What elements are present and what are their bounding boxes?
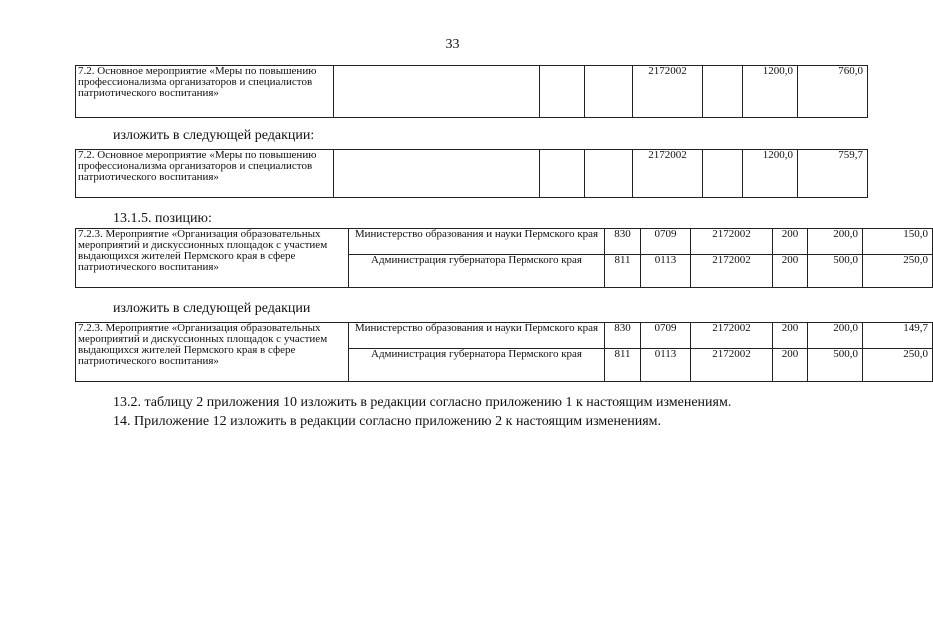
value1-cell: 200,0 — [808, 323, 863, 349]
table-row — [76, 66, 868, 118]
executor-cell: Администрация губернатора Пермского края — [349, 349, 605, 382]
value1-cell: 200,0 — [808, 229, 863, 255]
code2-cell — [585, 150, 633, 198]
code2-cell: 0709 — [641, 323, 691, 349]
value2-cell: 759,7 — [798, 150, 868, 198]
table-row — [76, 323, 933, 349]
value2-cell: 149,7 — [863, 323, 933, 349]
vr-cell — [703, 150, 743, 198]
table-7-2-3-new — [75, 322, 933, 382]
value2-cell: 760,0 — [798, 66, 868, 118]
code1-cell — [540, 150, 585, 198]
executor-cell — [334, 150, 540, 198]
executor-cell: Администрация губернатора Пермского края — [349, 255, 605, 288]
executor-cell: Министерство образования и науки Пермского края — [349, 229, 605, 255]
table-7-2-new — [75, 149, 868, 198]
csr-cell: 2172002 — [691, 349, 773, 382]
code1-cell: 830 — [605, 323, 641, 349]
code1-cell — [540, 66, 585, 118]
code2-cell: 0709 — [641, 229, 691, 255]
csr-cell: 2172002 — [633, 150, 703, 198]
page-number: 33 — [445, 37, 460, 52]
vr-cell: 200 — [773, 255, 808, 288]
measure-name: 7.2. Основное мероприятие «Меры по повышению профессионализма организаторов и специалистов патриотического воспитания» — [76, 150, 334, 198]
intro-text: изложить в следующей редакции: — [113, 128, 315, 143]
table-7-2-original — [75, 65, 868, 118]
value2-cell: 250,0 — [863, 349, 933, 382]
executor-cell: Министерство образования и науки Пермского края — [349, 323, 605, 349]
code2-cell: 0113 — [641, 255, 691, 288]
csr-cell: 2172002 — [633, 66, 703, 118]
value1-cell: 500,0 — [808, 349, 863, 382]
table-row — [76, 229, 933, 255]
measure-name: 7.2. Основное мероприятие «Меры по повышению профессионализма организаторов и специалистов патриотического воспитания» — [76, 66, 334, 118]
csr-cell: 2172002 — [691, 255, 773, 288]
paragraph: 14. Приложение 12 изложить в редакции согласно приложению 2 к настоящим изменениям. — [113, 414, 661, 429]
vr-cell: 200 — [773, 229, 808, 255]
csr-cell: 2172002 — [691, 229, 773, 255]
value1-cell: 1200,0 — [743, 66, 798, 118]
value1-cell: 1200,0 — [743, 150, 798, 198]
value2-cell: 250,0 — [863, 255, 933, 288]
vr-cell: 200 — [773, 323, 808, 349]
intro-text: 13.1.5. позицию: — [113, 211, 212, 226]
vr-cell — [703, 66, 743, 118]
code2-cell: 0113 — [641, 349, 691, 382]
code2-cell — [585, 66, 633, 118]
code1-cell: 811 — [605, 349, 641, 382]
table-row — [76, 150, 868, 198]
code1-cell: 811 — [605, 255, 641, 288]
value1-cell: 500,0 — [808, 255, 863, 288]
measure-name: 7.2.3. Мероприятие «Организация образовательных мероприятий и дискуссионных площадок с участием выдающихся жителей Пермского края в сфере патриотического воспитания» — [76, 229, 349, 288]
vr-cell: 200 — [773, 349, 808, 382]
executor-cell — [334, 66, 540, 118]
intro-text: изложить в следующей редакции — [113, 301, 311, 316]
csr-cell: 2172002 — [691, 323, 773, 349]
table-7-2-3-original — [75, 228, 933, 288]
code1-cell: 830 — [605, 229, 641, 255]
paragraph: 13.2. таблицу 2 приложения 10 изложить в редакции согласно приложению 1 к настоящим изменениям. — [113, 395, 732, 410]
value2-cell: 150,0 — [863, 229, 933, 255]
measure-name: 7.2.3. Мероприятие «Организация образовательных мероприятий и дискуссионных площадок с участием выдающихся жителей Пермского края в сфере патриотического воспитания» — [76, 323, 349, 382]
